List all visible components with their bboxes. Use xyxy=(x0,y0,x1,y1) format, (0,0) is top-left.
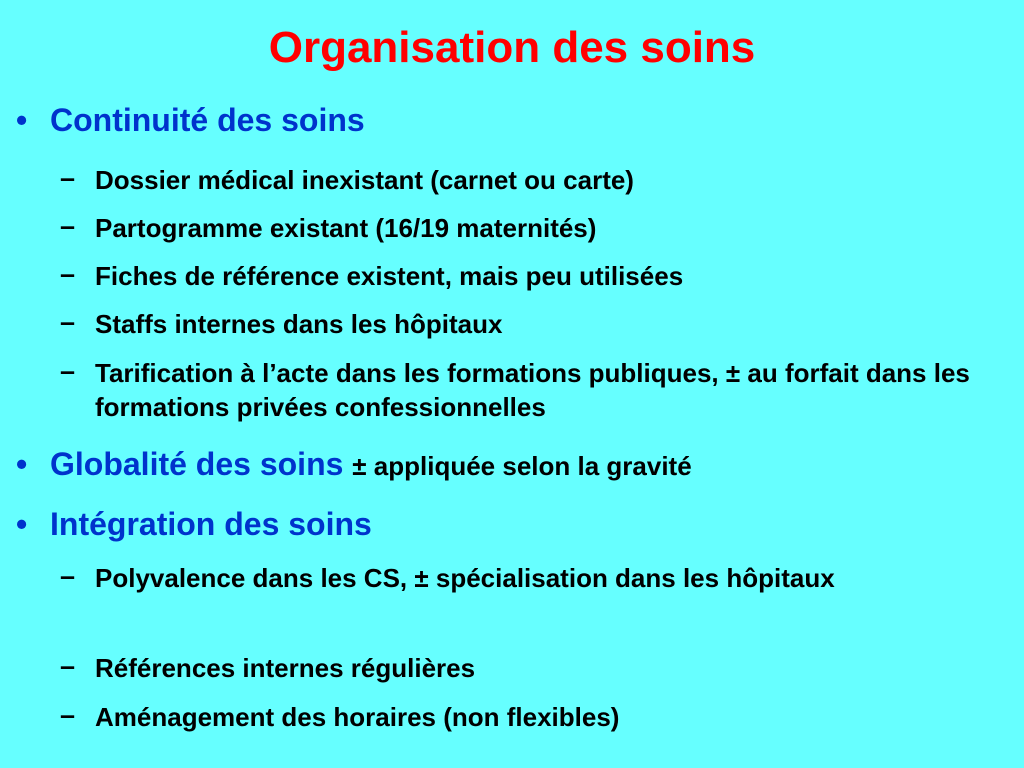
bullet-glyph: • xyxy=(16,506,28,542)
slide-title: Organisation des soins xyxy=(268,23,756,72)
dash-glyph: – xyxy=(60,163,76,193)
bullet-glyph: • xyxy=(16,102,28,138)
dash-glyph: – xyxy=(60,561,76,591)
section-heading: Globalité des soins xyxy=(50,446,344,482)
list-item-text: Fiches de référence existent, mais peu utilisées xyxy=(95,261,684,291)
list-item-text: Staffs internes dans les hôpitaux xyxy=(95,309,503,339)
section-heading-tail: ± appliquée selon la gravité xyxy=(352,451,692,481)
dash-glyph: – xyxy=(60,651,76,681)
list-item-text: Références internes régulières xyxy=(95,653,476,683)
section-heading: Intégration des soins xyxy=(50,506,372,542)
dash-glyph: – xyxy=(60,259,76,289)
list-item-text: Tarification à l’acte dans les formations publiques, ± au forfait dans les formations privées confessionnelles xyxy=(95,358,970,422)
dash-glyph: – xyxy=(60,700,76,730)
list-item-text: Aménagement des horaires (non flexibles) xyxy=(95,702,620,732)
list-item-text: Polyvalence dans les CS, ± spécialisation dans les hôpitaux xyxy=(95,563,835,593)
list-item-text: Partogramme existant (16/19 maternités) xyxy=(95,213,597,243)
dash-glyph: – xyxy=(60,356,76,386)
section-heading-line xyxy=(50,446,692,483)
list-item-text: Dossier médical inexistant (carnet ou carte) xyxy=(95,165,634,195)
dash-glyph: – xyxy=(60,307,76,337)
section-heading: Continuité des soins xyxy=(50,102,365,138)
bullet-glyph: • xyxy=(16,446,28,482)
dash-glyph: – xyxy=(60,211,76,241)
